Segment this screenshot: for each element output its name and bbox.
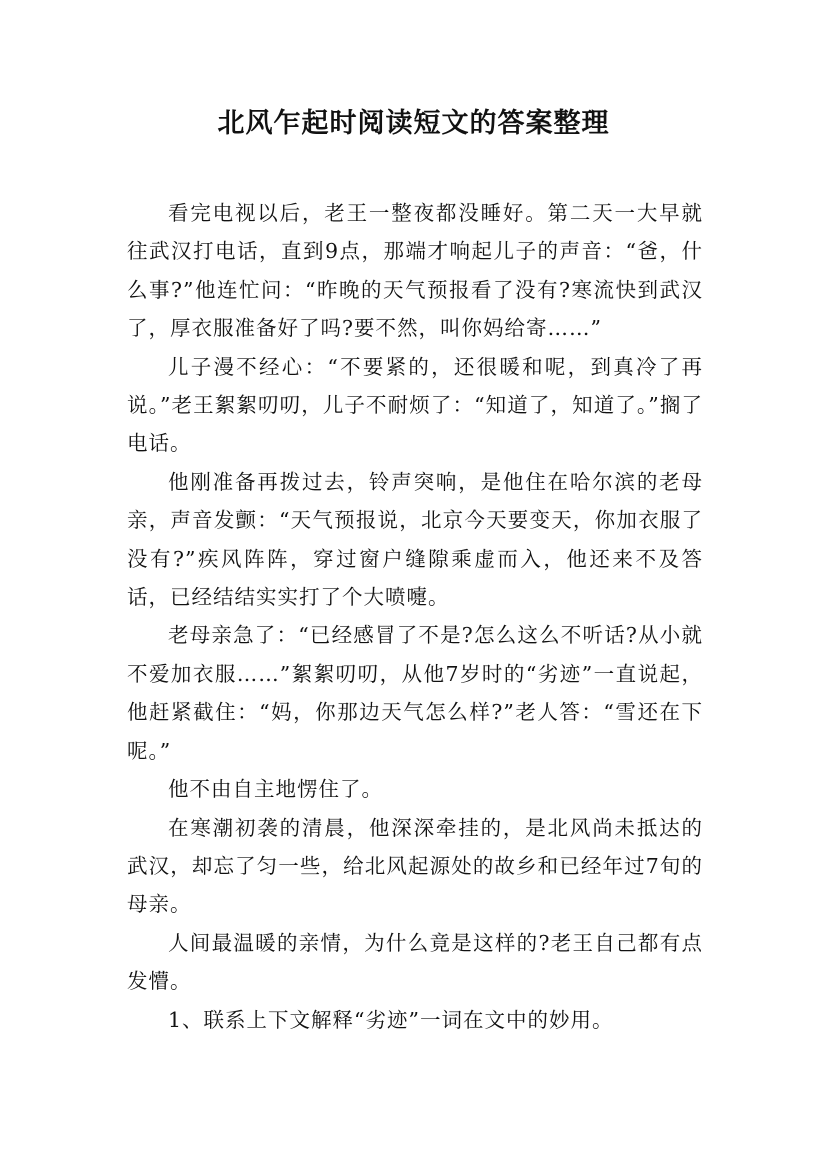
paragraph: 儿子漫不经心：“不要紧的，还很暖和呢，到真冷了再说。”老王絮絮叨叨，儿子不耐烦了：“知道了，知道了。”搁了电话。 [127, 354, 703, 456]
document-body [127, 194, 703, 1039]
paragraph: 在寒潮初袭的清晨，他深深牵挂的，是北风尚未抵达的武汉，却忘了匀一些，给北风起源处的故乡和已经年过7旬的母亲。 [127, 815, 703, 917]
paragraph: 看完电视以后，老王一整夜都没睡好。第二天一大早就往武汉打电话，直到9点，那端才响起儿子的声音：“爸，什么事?”他连忙问：“昨晚的天气预报看了没有?寒流快到武汉了，厚衣服准备好了吗?要不然，叫你妈给寄……” [127, 201, 703, 341]
paragraph: 他刚准备再拨过去，铃声突响，是他住在哈尔滨的老母亲，声音发颤：“天气预报说，北京今天要变天，你加衣服了没有?”疾风阵阵，穿过窗户缝隙乘虚而入，他还来不及答话，已经结结实实打了个大喷嚏。 [127, 469, 703, 610]
paragraph: 他不由自主地愣住了。 [168, 777, 383, 802]
paragraph: 老母亲急了：“已经感冒了不是?怎么这么不听话?从小就不爱加衣服……”絮絮叨叨，从他7岁时的“劣迹”一直说起，他赶紧截住：“妈，你那边天气怎么样?”老人答：“雪还在下呢。” [127, 623, 703, 763]
document-title: 北风乍起时阅读短文的答案整理 [217, 108, 610, 139]
question: 1、联系上下文解释“劣迹”一词在文中的妙用。 [168, 1007, 614, 1032]
paragraph: 人间最温暖的亲情，为什么竟是这样的?老王自己都有点发懵。 [127, 930, 703, 994]
